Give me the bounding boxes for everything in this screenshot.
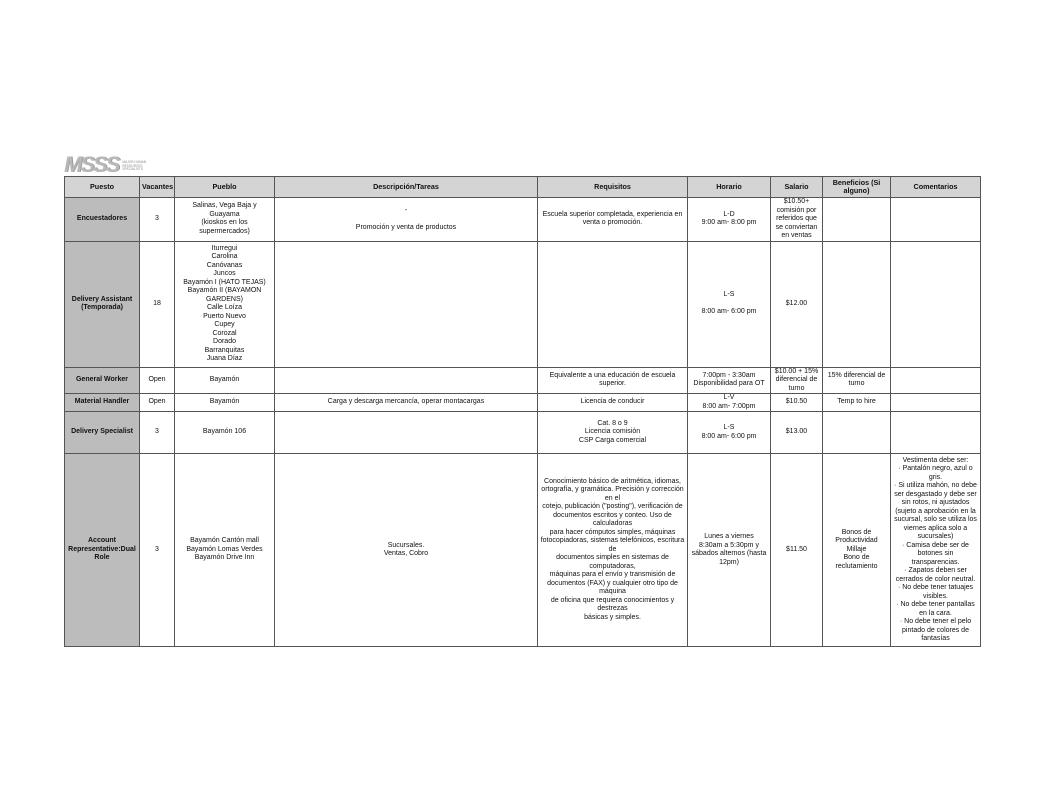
requisitos-line: para hacer cómputos simples, máquinas	[549, 528, 676, 536]
pueblo-line: Iturregui	[211, 244, 238, 252]
requisitos-line: Licencia de conducir	[580, 398, 645, 406]
cell-vacantes: 3	[140, 412, 175, 454]
pueblo-line: Bayamón Drive Inn	[194, 554, 255, 562]
cell-requisitos	[538, 241, 688, 367]
requisitos-line: CSP Carga comercial	[578, 436, 647, 444]
descripcion-line: Sucursales.	[387, 541, 425, 549]
cell-puesto	[65, 454, 140, 647]
salario-line: en ventas	[781, 232, 812, 239]
puesto-line: Delivery Specialist	[71, 428, 133, 436]
beneficios-line: turno	[848, 380, 865, 388]
header-comentarios: Comentarios	[891, 177, 981, 198]
pueblo-line: GARDENS)	[206, 295, 243, 303]
cell-pueblo	[175, 394, 275, 412]
pueblo-line: Bayamón 106	[202, 428, 247, 436]
cell-beneficios	[823, 241, 891, 367]
cell-requisitos	[538, 394, 688, 412]
cell-pueblo	[175, 454, 275, 647]
requisitos-line: cotejo, publicación ("posting"), verificación de	[542, 503, 683, 511]
requisitos-line: máquinas para el envío y transmisión de	[549, 571, 676, 579]
salario-line: $10.50+	[783, 198, 810, 205]
cell-requisitos	[538, 412, 688, 454]
pueblo-line: Puerto Nuevo	[203, 312, 246, 320]
puesto-line: Role	[94, 554, 110, 562]
header-pueblo: Pueblo	[175, 177, 275, 198]
horario-line	[690, 300, 768, 309]
comentarios-line: botones sin transparencias.	[911, 550, 960, 566]
comentarios-line: ser desgastado y debe ser	[894, 490, 977, 498]
horario-line: L-S	[723, 424, 735, 431]
cell-comentarios	[891, 394, 981, 412]
requisitos-line: fotocopiadoras, sistemas telefónicos, escritura de	[540, 537, 685, 553]
cell-horario	[688, 241, 771, 367]
horario-line: 8:00 am- 6:00 pm	[701, 432, 757, 440]
beneficios-line: Bonos de	[841, 528, 872, 536]
salario-line: se conviertan	[775, 223, 818, 231]
pueblo-line: supermercados)	[199, 227, 250, 235]
horario-line: Lunes a viernes	[704, 533, 754, 540]
requisitos-line: básicas y simples.	[584, 613, 641, 621]
cell-pueblo	[175, 367, 275, 394]
pueblo-line: Bayamón I (HATO TEJAS)	[183, 278, 266, 286]
comentarios-line: Vestimenta debe ser:	[902, 456, 969, 464]
pueblo-line: Bayamón Cantón mall	[190, 537, 259, 545]
descripcion-line	[277, 215, 535, 224]
cell-beneficios	[823, 367, 891, 394]
comentarios-line: (sujeto a aprobación en la	[895, 507, 976, 515]
comentarios-line: · Zapatos deben ser	[904, 567, 967, 574]
cell-comentarios	[891, 198, 981, 242]
pueblo-line: Salinas, Vega Baja y	[192, 202, 257, 210]
cell-requisitos	[538, 367, 688, 394]
pueblo-line: Bayamón Lomas Verdes	[186, 545, 263, 553]
cell-puesto	[65, 367, 140, 394]
cell-puesto	[65, 412, 140, 454]
logo-subtitle: MAJOR HUMAN RESOURCES SPECIALISTS	[122, 160, 147, 172]
horario-line: 8:00 am- 6:00 pm	[701, 308, 757, 316]
comentarios-line: visibles.	[923, 592, 948, 600]
comentarios-line: fantasías	[921, 635, 950, 642]
requisitos-line: Cat. 8 o 9	[597, 419, 628, 427]
table-row	[65, 241, 981, 367]
cell-horario	[688, 394, 771, 412]
beneficios-line: Bono de	[843, 554, 870, 562]
pueblo-line: Barranquitas	[204, 346, 245, 354]
comentarios-line: gris.	[928, 473, 943, 481]
cell-salario	[771, 394, 823, 412]
requisitos-line: documentos simples en sistemas de computadoras,	[556, 554, 669, 570]
comentarios-line: · No debe tener pantallas	[896, 601, 975, 608]
horario-line: Disponibilidad para OT	[693, 380, 765, 388]
comentarios-line: sucursal, solo se utiliza los	[894, 516, 977, 523]
comentarios-line: sucursales)	[917, 533, 954, 540]
cell-pueblo	[175, 412, 275, 454]
cell-comentarios	[891, 454, 981, 647]
cell-descripcion	[275, 367, 538, 394]
requisitos-line: documentos escritos y conteo. Uso de calculadoras	[553, 511, 672, 528]
pueblo-line: Cupey	[214, 321, 235, 328]
salario-line: $12.00	[785, 299, 808, 307]
beneficios-line: Millaje	[846, 545, 867, 553]
salario-line: $10.00 + 15%	[774, 367, 819, 375]
requisitos-line: Escuela superior completada, experiencia en	[542, 210, 683, 218]
cell-descripcion	[275, 412, 538, 454]
cell-horario	[688, 367, 771, 394]
cell-vacantes: Open	[140, 367, 175, 394]
cell-comentarios	[891, 241, 981, 367]
beneficios-line: 15% diferencial de	[827, 371, 886, 379]
cell-beneficios	[823, 198, 891, 242]
cell-pueblo	[175, 198, 275, 242]
descripcion-line: Carga y descarga mercancía, operar montacargas	[327, 398, 485, 406]
salario-line: diferencial de	[775, 376, 818, 383]
salario-line: comisión por	[776, 206, 817, 214]
cell-vacantes: 18	[140, 241, 175, 367]
cell-horario	[688, 412, 771, 454]
descripcion-line: -	[404, 206, 408, 214]
salario-line: turno	[788, 384, 805, 392]
comentarios-line: sin rotos, ni ajustados	[901, 499, 970, 506]
table-row	[65, 367, 981, 394]
logo-mark: MSSS	[64, 152, 119, 177]
cell-beneficios	[823, 394, 891, 412]
salario-line: $13.00	[785, 428, 808, 436]
job-listings-table	[64, 176, 981, 647]
cell-salario	[771, 454, 823, 647]
comentarios-line: · Camisa debe ser de	[902, 541, 969, 549]
salario-line: referidos que	[776, 215, 817, 222]
requisitos-line: Conocimiento básico de aritmética, idiomas,	[544, 477, 681, 485]
table-row	[65, 198, 981, 242]
requisitos-line: de oficina que requiera conocimientos y destrezas	[550, 596, 675, 613]
horario-line: 8:30am a 5:30pm y	[699, 541, 759, 549]
cell-beneficios	[823, 454, 891, 647]
header-requisitos: Requisitos	[538, 177, 688, 198]
header-descripcion: Descripción/Tareas	[275, 177, 538, 198]
cell-descripcion	[275, 394, 538, 412]
horario-line: 8:00 am- 7:00pm	[702, 402, 756, 410]
salario-line: $10.50	[785, 398, 808, 406]
pueblo-line: Guayama	[209, 210, 240, 218]
header-row	[65, 177, 981, 198]
puesto-line: Account	[88, 537, 116, 545]
pueblo-line: Corozal	[212, 329, 237, 337]
cell-beneficios	[823, 412, 891, 454]
header-puesto: Puesto	[65, 177, 140, 198]
cell-requisitos	[538, 198, 688, 242]
header-beneficios: Beneficios (Si alguno)	[823, 177, 891, 198]
horario-line: 12pm)	[719, 558, 739, 566]
cell-vacantes: 3	[140, 198, 175, 242]
table-row	[65, 454, 981, 647]
cell-vacantes: 3	[140, 454, 175, 647]
table-row	[65, 394, 981, 412]
puesto-line: Representative:Dual	[68, 545, 136, 553]
header-vacantes: Vacantes	[140, 177, 175, 198]
cell-requisitos	[538, 454, 688, 647]
puesto-line: General Worker	[75, 376, 128, 383]
cell-comentarios	[891, 412, 981, 454]
cell-salario	[771, 198, 823, 242]
beneficios-line: Temp to hire	[837, 398, 876, 406]
comentarios-line: viernes aplica solo a	[903, 524, 968, 532]
requisitos-line: venta o promoción.	[582, 219, 643, 227]
descripcion-line: Ventas, Cobro	[383, 550, 429, 557]
comentarios-line: en la cara.	[919, 609, 952, 617]
cell-puesto	[65, 241, 140, 367]
cell-descripcion	[275, 454, 538, 647]
horario-line: 7:00pm - 3:30am	[702, 371, 756, 379]
pueblo-line: Dorado	[213, 338, 236, 345]
comentarios-line: · Si utiliza mahón, no debe	[894, 482, 977, 489]
comentarios-line: pintado de colores de	[902, 626, 969, 634]
table-row	[65, 412, 981, 454]
requisitos-line: ortografía, y gramática. Precisión y corrección en el	[541, 486, 684, 502]
company-logo	[64, 153, 162, 175]
pueblo-line: (kioskos en los	[201, 219, 248, 227]
pueblo-line: Calle Loíza	[206, 304, 243, 311]
comentarios-line: · Pantalón negro, azul o	[898, 465, 973, 472]
horario-line: L-V	[723, 394, 735, 401]
beneficios-line: Productividad	[835, 537, 878, 545]
requisitos-line: Equivalente a una educación de escuela superior.	[549, 371, 676, 388]
cell-pueblo	[175, 241, 275, 367]
pueblo-line: Canóvanas	[206, 261, 243, 269]
requisitos-line: documentos (FAX) y cualquier otro tipo de máquina	[547, 579, 678, 596]
cell-puesto	[65, 394, 140, 412]
puesto-line: Delivery Assistant	[71, 295, 133, 303]
cell-salario	[771, 241, 823, 367]
descripcion-line: Promoción y venta de productos	[355, 223, 457, 231]
cell-horario	[688, 198, 771, 242]
horario-line: 9:00 am- 8:00 pm	[701, 219, 757, 227]
horario-line: L-S	[723, 291, 735, 299]
cell-comentarios	[891, 367, 981, 394]
pueblo-line: Carolina	[211, 253, 238, 260]
puesto-line: (Temporada)	[81, 304, 123, 311]
header-salario: Salario	[771, 177, 823, 198]
cell-descripcion	[275, 198, 538, 242]
pueblo-line: Bayamón	[209, 376, 240, 383]
comentarios-line: cerrados de color neutral.	[895, 575, 976, 583]
header-horario: Horario	[688, 177, 771, 198]
requisitos-line: Licencia comisión	[584, 428, 641, 436]
cell-horario	[688, 454, 771, 647]
horario-line: sábados alternos (hasta	[691, 550, 767, 557]
horario-line: L-D	[723, 210, 735, 218]
pueblo-line: Bayamón	[209, 398, 240, 406]
pueblo-line: Juncos	[213, 270, 236, 277]
cell-salario	[771, 412, 823, 454]
cell-puesto	[65, 198, 140, 242]
beneficios-line: reclutamiento	[835, 562, 878, 570]
puesto-line: Encuestadores	[76, 215, 128, 222]
pueblo-line: Juana Díaz	[206, 355, 243, 362]
puesto-line: Material Handler	[74, 398, 130, 406]
comentarios-line: · No debe tener el pelo	[899, 618, 972, 625]
pueblo-line: Bayamón II (BAYAMON	[187, 287, 262, 294]
cell-descripcion	[275, 241, 538, 367]
salario-line: $11.50	[786, 545, 807, 553]
cell-vacantes: Open	[140, 394, 175, 412]
cell-salario	[771, 367, 823, 394]
comentarios-line: · No debe tener tatuajes	[897, 584, 974, 591]
